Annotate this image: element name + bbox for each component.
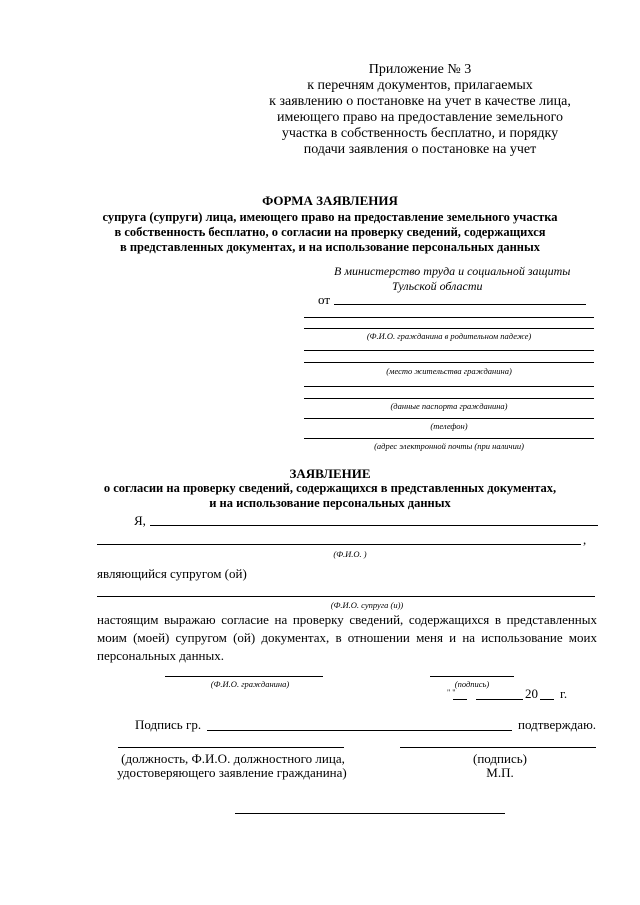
statement-subtitle-line: и на использование персональных данных: [209, 496, 451, 510]
statement-title: ЗАЯВЛЕНИЕ: [289, 466, 371, 481]
appendix-line: участка в собственность бесплатно, и порядку: [281, 126, 559, 141]
passport-field-line-2[interactable]: [304, 398, 594, 399]
from-label: от: [318, 292, 331, 307]
residence-caption: (место жительства гражданина): [386, 366, 512, 376]
fio-field-line[interactable]: [304, 317, 594, 318]
bottom-line: [235, 813, 505, 814]
date-month-line[interactable]: [476, 699, 523, 700]
date-day-line[interactable]: [453, 699, 467, 700]
email-field-line[interactable]: [304, 438, 594, 439]
citizen-signature-caption: (подпись): [454, 679, 490, 689]
spouse-fio-line[interactable]: [97, 596, 595, 597]
citizen-caption: (Ф.И.О. гражданина): [210, 679, 290, 689]
spouse-label: являющийся супругом (ой): [97, 566, 247, 581]
citizen-signature-line[interactable]: [430, 676, 514, 677]
year-suffix: г.: [560, 686, 568, 701]
form-title: ФОРМА ЗАЯВЛЕНИЯ: [262, 193, 398, 208]
official-caption-2: удостоверяющего заявление гражданина): [117, 765, 347, 780]
confirm-name-line[interactable]: [207, 730, 512, 731]
form-subtitle-line: в собственность бесплатно, о согласии на проверку сведений, содержащихся: [114, 225, 546, 239]
residence-field-line[interactable]: [304, 350, 594, 351]
appendix-line: к перечням документов, прилагаемых: [307, 78, 533, 93]
year-label: 20: [525, 686, 538, 701]
comma-mark: ,: [583, 532, 587, 547]
fio-field-line-2[interactable]: [304, 328, 594, 329]
applicant-fio-line[interactable]: [150, 525, 598, 526]
appendix-line: подачи заявления о постановке на учет: [303, 142, 537, 157]
date-year-line[interactable]: [540, 699, 554, 700]
appendix-line: к заявлению о постановке на учет в качестве лица,: [269, 94, 571, 109]
official-caption-1: (должность, Ф.И.О. должностного лица,: [121, 751, 345, 766]
applicant-fio-line-2[interactable]: [97, 544, 581, 545]
fio-caption: (Ф.И.О. гражданина в родительном падеже): [366, 331, 532, 341]
stamp-label: М.П.: [486, 765, 514, 780]
statement-subtitle-line: о согласии на проверку сведений, содержащихся в представленных документах,: [103, 481, 557, 495]
appendix-line: имеющего право на предоставление земельного: [277, 110, 563, 125]
spouse-caption: (Ф.И.О. супруга (и)): [330, 600, 404, 610]
confirm-suffix: подтверждаю.: [518, 717, 597, 732]
applicant-fio-caption: (Ф.И.О. ): [333, 549, 367, 559]
passport-caption: (данные паспорта гражданина): [390, 401, 508, 411]
statement-subtitle: [60, 481, 600, 511]
form-subtitle: [60, 210, 600, 255]
addressee-line1: В министерство труда и социальной защиты: [334, 264, 571, 278]
phone-field-line[interactable]: [304, 418, 594, 419]
citizen-fio-line[interactable]: [165, 676, 323, 677]
consent-text: настоящим выражаю согласие на проверку сведений, содержащихся в представленных моим (моей) супругом (ой) документах, в отношении меня и на использование моих персональных данных.: [97, 612, 597, 663]
official-signature-caption: (подпись): [473, 751, 527, 766]
from-field-line[interactable]: [334, 304, 586, 305]
form-subtitle-line: супруга (супруги) лица, имеющего право на предоставление земельного участка: [102, 210, 558, 224]
date-quotes: " ": [447, 688, 456, 697]
official-line[interactable]: [118, 747, 344, 748]
confirm-label: Подпись гр.: [135, 717, 202, 732]
consent-paragraph: [97, 611, 597, 665]
passport-field-line[interactable]: [304, 386, 594, 387]
i-label: Я,: [134, 513, 146, 528]
appendix-title: Приложение № 3: [368, 62, 472, 77]
phone-caption: (телефон): [430, 421, 468, 431]
residence-field-line-2[interactable]: [304, 362, 594, 363]
email-caption: (адрес электронной почты (при наличии): [374, 441, 524, 451]
official-signature-line[interactable]: [400, 747, 596, 748]
appendix-block: [240, 62, 600, 158]
form-subtitle-line: в представленных документах, и на использование персональных данных: [119, 240, 541, 254]
addressee-line2: Тульской области: [392, 279, 483, 293]
